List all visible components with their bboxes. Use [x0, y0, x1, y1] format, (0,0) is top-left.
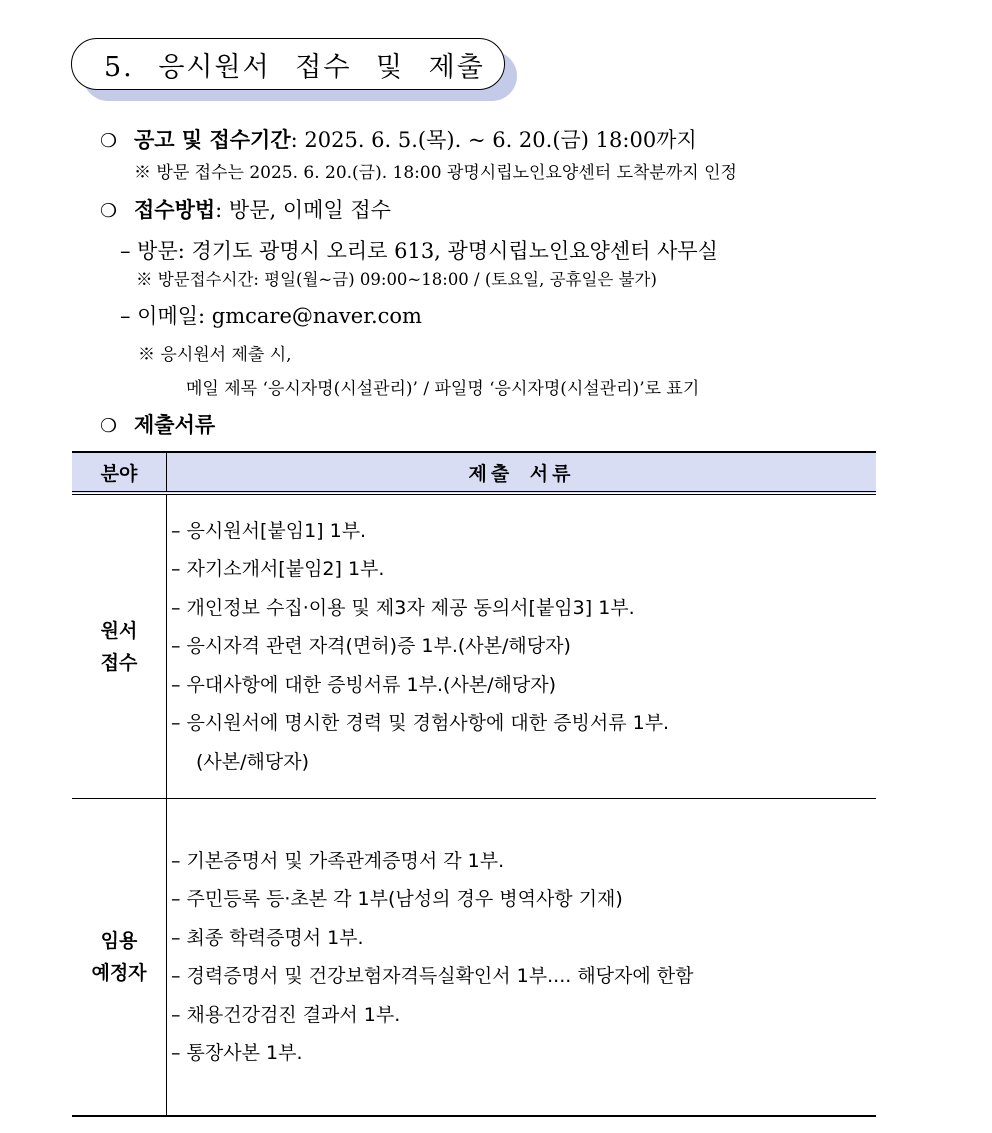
email-note-detail: 메일 제목 ‘응시자명(시설관리)’ / 파일명 ‘응시자명(시설관리)’로 표기 [186, 379, 700, 399]
list-item: – 개인정보 수집·이용 및 제3자 제공 동의서[붙임3] 1부. [171, 596, 635, 619]
documents-cell [167, 799, 877, 1117]
period-line [100, 124, 697, 154]
docs-heading-label: 제출서류 [134, 412, 216, 437]
list-item: – 최종 학력증명서 1부. [171, 926, 364, 949]
documents-cell [167, 493, 877, 799]
list-item: – 응시원서[붙임1] 1부. [171, 519, 367, 542]
period-label: 공고 및 접수기간 [134, 127, 291, 152]
list-item: – 응시자격 관련 자격(면허)증 1부.(사본/해당자) [171, 635, 571, 658]
field-cell [72, 493, 167, 799]
header-field: 분야 [72, 452, 167, 493]
list-item: – 기본증명서 및 가족관계증명서 각 1부. [171, 849, 505, 872]
list-item: (사본/해당자) [196, 750, 309, 773]
method-label: 접수방법 [134, 197, 216, 222]
field-label-line1: 원서 [100, 619, 138, 642]
list-item: – 우대사항에 대한 증빙서류 1부.(사본/해당자) [171, 673, 557, 696]
email-note: ※ 응시원서 제출 시, [138, 345, 292, 365]
list-item: – 자기소개서[붙임2] 1부. [171, 558, 385, 581]
table-row [72, 493, 876, 799]
documents-list [167, 512, 876, 782]
visit-line: – 방문: 경기도 광명시 오리로 613, 광명시립노인요양센터 사무실 [120, 239, 718, 263]
period-value: : 2025. 6. 5.(목). ~ 6. 20.(금) 18:00까지 [290, 128, 697, 152]
list-item: – 응시원서에 명시한 경력 및 경험사항에 대한 증빙서류 1부. [171, 712, 670, 735]
header-documents: 제출 서류 [167, 452, 877, 493]
list-item: – 주민등록 등·초본 각 1부(남성의 경우 병역사항 기재) [171, 888, 623, 910]
documents-list [167, 842, 876, 1073]
field-label-line2: 접수 [100, 651, 138, 674]
list-item: – 경력증명서 및 건강보험자격득실확인서 1부.... 해당자에 한함 [171, 965, 694, 987]
method-value: : 방문, 이메일 접수 [215, 198, 391, 222]
method-line [100, 194, 391, 224]
field-label-line1: 임용 [100, 930, 138, 952]
section-title-text: 5. 응시원서 접수 및 제출 [104, 51, 485, 83]
docs-heading [100, 409, 215, 439]
period-note: ※ 방문 접수는 2025. 6. 20.(금). 18:00 광명시립노인요양센터 도착분까지 인정 [134, 163, 737, 183]
circle-bullet-icon: ❍ [100, 130, 118, 152]
list-item: – 통장사본 1부. [171, 1042, 303, 1064]
list-item: – 채용건강검진 결과서 1부. [171, 1003, 401, 1026]
field-cell [72, 799, 167, 1117]
visit-note: ※ 방문접수시간: 평일(월~금) 09:00~18:00 / (토요일, 공휴일은 불가) [136, 270, 657, 289]
circle-bullet-icon: ❍ [100, 200, 118, 222]
section-title [71, 38, 505, 90]
circle-bullet-icon: ❍ [100, 415, 118, 437]
table-header-row [72, 452, 876, 493]
table-row [72, 799, 876, 1117]
documents-table [72, 451, 876, 1117]
email-line: – 이메일: gmcare@naver.com [120, 304, 422, 328]
field-label-line2: 예정자 [91, 962, 147, 984]
